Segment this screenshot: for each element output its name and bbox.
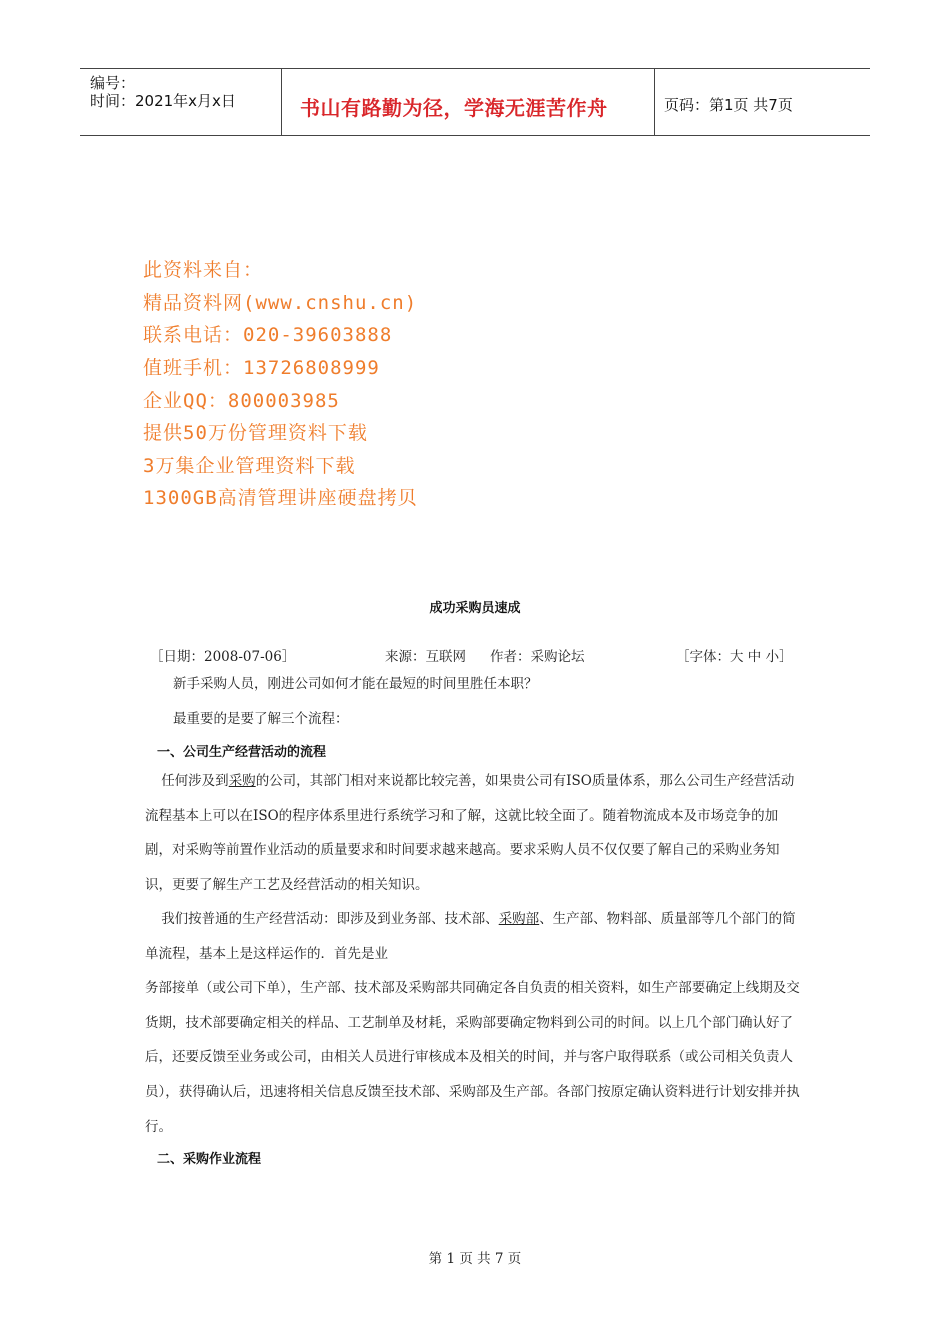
paragraph-2-after: 、生产部、物料部、质量部等几个部门的简单流程，基本上是这样运作的．首先是业 <box>145 911 796 962</box>
header-motto: 书山有路勤为径，学海无涯苦作舟 <box>300 96 608 120</box>
article-font-size-control[interactable]: ［字体：大 中 小］ <box>676 649 793 665</box>
page-footer: 第 1 页 共 7 页 <box>428 1251 522 1267</box>
promo-line-mobile: 值班手机：13726808999 <box>143 357 380 379</box>
promo-line-offer-1: 提供50万份管理资料下载 <box>143 422 368 444</box>
header-divider-left <box>281 68 282 136</box>
link-procurement-dept[interactable]: 采购部 <box>498 911 540 927</box>
paragraph-3: 务部接单（或公司下单），生产部、技术部及采购部共同确定各自负责的相关资料，如生产部要确定上线期及交货期，技术部要确定相关的样品、工艺制单及材耗，采购部要确定物料到公司的时间。以上几个部门确认好了后，还要反馈至业务或公司，由相关人员进行审核成本及相关的时间，并与客户取得联系（或公司相关负责人员），获得确认后，迅速将相关信息反馈至技术部、采购部及生产部。各部门按原定确认资料进行计划安排并执行。 <box>145 980 800 1135</box>
header-number-label: 编号： <box>90 74 136 92</box>
header-page-label: 页码：第1页 共7页 <box>664 96 793 114</box>
promo-line-website: 精品资料网(www.cnshu.cn) <box>143 292 418 314</box>
section-heading-2: 二、采购作业流程 <box>157 1152 262 1167</box>
promo-line-offer-3: 1300GB高清管理讲座硬盘拷贝 <box>143 487 418 509</box>
header-divider-right <box>654 68 655 136</box>
section-heading-1: 一、公司生产经营活动的流程 <box>157 745 327 760</box>
header-bottom-border <box>80 135 870 136</box>
article-date: ［日期：2008-07-06］ <box>150 649 296 665</box>
header-time-label: 时间：2021年x月x日 <box>90 92 236 110</box>
article-source: 来源：互联网 <box>385 649 466 665</box>
paragraph-2 <box>145 902 805 971</box>
paragraph-1-after: 的公司，其部门相对来说都比较完善，如果贵公司有ISO质量体系，那么公司生产经营活动流程基本上可以在ISO的程序体系里进行系统学习和了解，这就比较全面了。随着物流成本及市场竞争的加剧，对采购等前置作业活动的质量要求和时间要求越来越高。要求采购人员不仅仅要了解自己的采购业务知识，更要了解生产工艺及经营活动的相关知识。 <box>145 773 795 894</box>
article-title: 成功采购员速成 <box>429 601 521 616</box>
intro-line-1: 新手采购人员，刚进公司如何才能在最短的时间里胜任本职？ <box>173 676 538 692</box>
promo-line-source: 此资料来自： <box>143 259 264 281</box>
header-top-border <box>80 68 870 69</box>
article-author: 作者：采购论坛 <box>490 649 585 665</box>
promo-line-offer-2: 3万集企业管理资料下载 <box>143 455 356 477</box>
paragraph-2-before: 我们按普通的生产经营活动：即涉及到业务部、技术部、 <box>161 911 499 927</box>
promo-line-phone: 联系电话：020-39603888 <box>143 324 393 346</box>
link-procurement[interactable]: 采购 <box>228 773 256 789</box>
intro-line-2: 最重要的是要了解三个流程： <box>173 711 349 727</box>
paragraph-1-before: 任何涉及到 <box>161 773 229 789</box>
promo-line-qq: 企业QQ：800003985 <box>143 390 340 412</box>
paragraph-1 <box>145 764 805 903</box>
